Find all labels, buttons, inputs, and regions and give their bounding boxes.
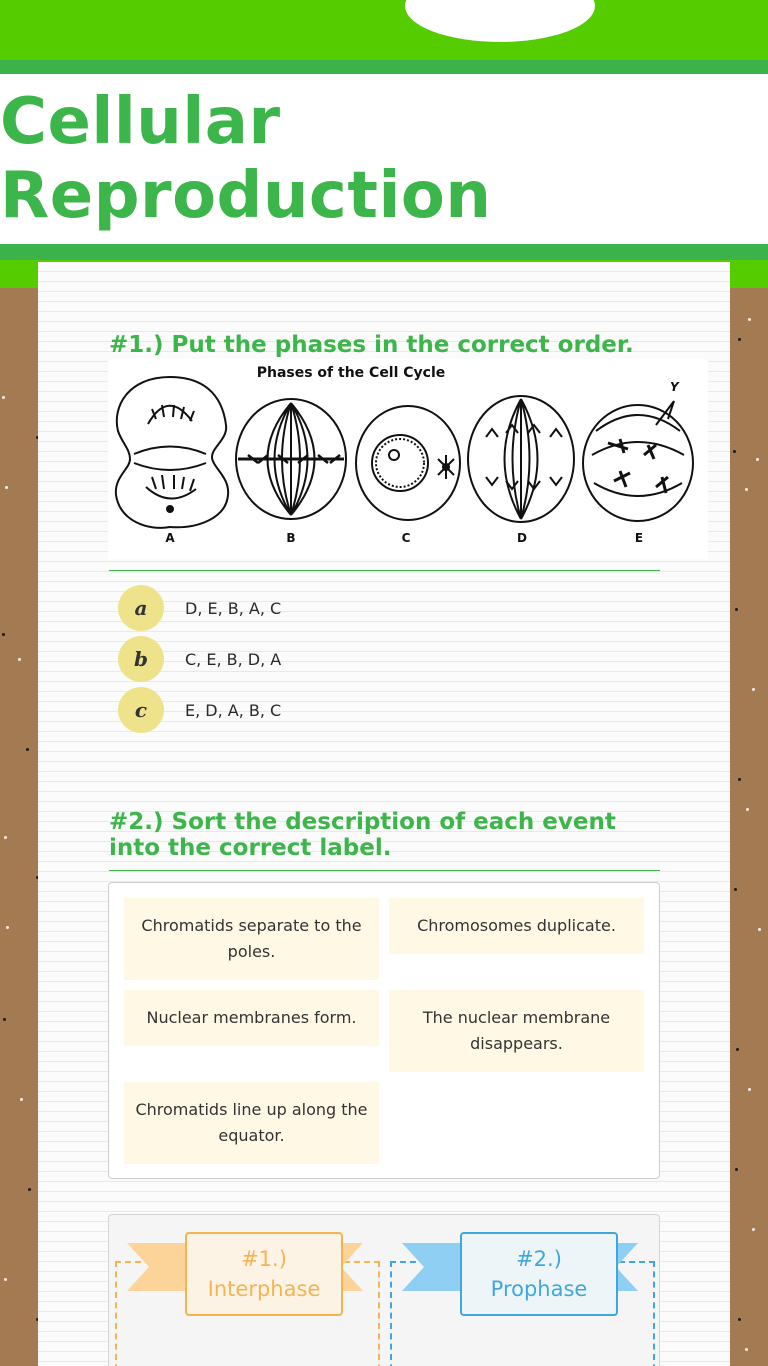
answer-option-c[interactable] [118, 687, 618, 733]
cell-label-d: D [517, 531, 527, 545]
question-2-title: #2.) Sort the description of each event into the correct label. [109, 809, 616, 861]
cell-cycle-diagram [108, 359, 708, 559]
option-b-badge: b [118, 636, 164, 682]
sort-card[interactable]: Nuclear membranes form. [124, 990, 379, 1046]
option-c-badge: c [118, 687, 164, 733]
option-c-text: E, D, A, B, C [185, 700, 282, 720]
option-a-text: D, E, B, A, C [185, 598, 282, 618]
top-banner [0, 0, 768, 60]
sort-card[interactable]: The nuclear membrane disappears. [389, 990, 644, 1072]
cell-label-a: A [165, 531, 175, 545]
cell-label-e: E [634, 531, 644, 545]
option-a-badge: a [118, 585, 164, 631]
sortable-cards-area [108, 882, 660, 1179]
label-card-interphase [185, 1232, 343, 1316]
answer-option-b[interactable] [118, 636, 618, 682]
label-name: Interphase [207, 1277, 321, 1301]
question-1-title: #1.) Put the phases in the correct order. [109, 332, 634, 358]
figure-title: Phases of the Cell Cycle [256, 365, 446, 381]
label-interphase [127, 1235, 363, 1301]
top-stripe [0, 60, 768, 74]
label-name: Prophase [490, 1277, 588, 1301]
label-prophase [402, 1235, 638, 1301]
bottom-stripe [0, 244, 768, 260]
page-title: Cellular Reproduction [0, 85, 492, 233]
label-number: #2.) [516, 1247, 562, 1271]
title-area [0, 74, 768, 244]
option-b-text: C, E, B, D, A [185, 649, 282, 669]
figure-annotation: Y [670, 380, 679, 394]
label-number: #1.) [241, 1247, 287, 1271]
sort-card[interactable]: Chromatids separate to the poles. [124, 898, 379, 980]
cell-label-b: B [286, 531, 296, 545]
question-2-divider [109, 870, 660, 871]
sort-card[interactable]: Chromatids line up along the equator. [124, 1082, 379, 1164]
question-1-divider [109, 570, 660, 571]
cell-cycle-figure [108, 359, 708, 559]
cell-label-c: C [401, 531, 411, 545]
label-card-prophase [460, 1232, 618, 1316]
answer-option-a[interactable] [118, 585, 618, 631]
sort-card[interactable]: Chromosomes duplicate. [389, 898, 644, 954]
banner-shape [405, 0, 595, 42]
label-drop-area [108, 1214, 660, 1366]
worksheet-paper [38, 262, 730, 1366]
